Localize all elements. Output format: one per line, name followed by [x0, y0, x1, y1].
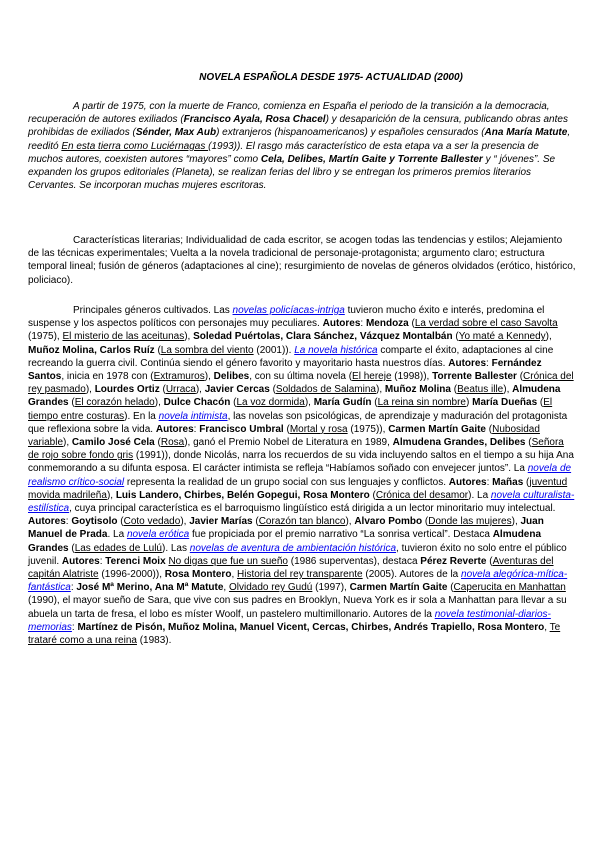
authors-label: Autores: [322, 318, 361, 330]
book-title: Urraca: [165, 384, 196, 396]
text-run: ,: [223, 582, 229, 594]
author-names: Martínez de Pisón, Muñoz Molina, Manuel Vicent, Cercas, Chirbes, Andrés Trapiello, Rosa Montero: [77, 621, 545, 633]
text-run: (1986 superventas), destaca: [287, 555, 421, 567]
text-run: comparte el éxito, adaptaciones al cine recreando la guerra civil. Continúa siendo el género favorito y mayoritario hasta nuestros días.: [28, 344, 554, 369]
book-title: Coto vedado: [123, 516, 181, 528]
text-run: (: [422, 516, 429, 528]
author-names: Javier Marías: [189, 516, 253, 528]
text-run: (1997),: [312, 582, 350, 594]
text-run: fue propiciada por el premio narrativo “La sonrisa vertical”. Destaca: [189, 529, 493, 541]
text-run: Principales géneros cultivados. Las: [73, 305, 233, 316]
book-title: Crónica del rey pasmado: [28, 371, 574, 396]
book-title: Donde las mujeres: [428, 516, 512, 528]
text-run: (: [537, 397, 544, 409]
text-run: (: [450, 384, 458, 396]
author-names: Mañas: [492, 476, 524, 488]
author-names: Javier Cercas: [204, 384, 270, 396]
genre-link[interactable]: novela de realismo crítico-social: [28, 463, 572, 488]
author-names: Rosa Montero: [164, 569, 232, 581]
book-title: En esta tierra como Luciérnagas: [61, 140, 209, 152]
text-run: (: [269, 384, 276, 396]
text-run: ),: [503, 384, 513, 396]
author-names: Cela, Delibes, Martín Gaite y Torrente Ballester: [260, 153, 483, 165]
book-title: La reina sin nombre: [377, 397, 466, 409]
text-run: y “ jóvenes”. Se expanden los grupos editoriales (Planeta), se realizan ferias del libro y se entregan los primeros premios literarios Cervantes. Se incorporan muchas mujeres escritoras.: [28, 153, 556, 192]
text-run: (2005). Autores de la: [362, 569, 462, 581]
book-title: Crónica del desamor: [375, 489, 469, 501]
text-run: (: [230, 397, 237, 409]
author-names: Terenci Moix: [105, 555, 166, 567]
document-title: NOVELA ESPAÑOLA DESDE 1975- ACTUALIDAD (2000): [199, 72, 463, 83]
author-names: Almudena Grandes: [28, 384, 561, 409]
genre-link[interactable]: novela alegórica-mítica-fantástica: [28, 569, 568, 594]
author-names: Francisco Ayala, Rosa Chacel: [183, 114, 326, 126]
author-names: Almudena Grandes, Delibes: [392, 437, 526, 449]
paragraph-characteristics: [28, 234, 576, 287]
book-title: Aventuras del capitán Alatriste: [28, 555, 554, 581]
author-names: Sénder, Max Aub: [135, 127, 217, 139]
text-run: ),: [180, 516, 190, 528]
book-title: Las edades de Lulú: [74, 542, 162, 554]
genre-link[interactable]: La novela histórica: [294, 344, 378, 356]
book-title: Caperucita en Manhattan: [453, 582, 566, 594]
text-run: ,: [231, 569, 237, 581]
paragraph-intro: [28, 100, 576, 192]
text-run: Características literarias; Individualidad de cada escritor, se acogen todas las tendencias y estilos; Alejamiento de las técnicas experimentales; Vuelta a la novela tradicional de personaje-protagonista; argumento claro; estructura temporal lineal; fusión de géneros (adaptaciones al cine); resurgimiento de novelas de géneros olvidados (erótico, histórico, policiaco).: [28, 235, 576, 286]
author-names: Muñoz Molina: [384, 384, 451, 396]
text-run: ),: [154, 397, 164, 409]
text-run: :: [360, 318, 366, 330]
text-run: , tuvieron éxito no solo entre el público juvenil.: [28, 542, 567, 567]
text-run: ),: [345, 516, 355, 528]
text-run: ),: [63, 437, 72, 449]
author-names: María Gudín: [313, 397, 372, 409]
text-run: ),: [545, 331, 552, 343]
text-run: ),: [304, 397, 314, 409]
book-title: Te trataré como a una reina: [28, 621, 561, 647]
author-names: Goytisolo: [71, 516, 118, 528]
book-title: El misterio de las aceitunas: [62, 331, 185, 343]
text-run: (: [447, 582, 454, 594]
text-run: , cuya principal característica es el barroquismo lingüístico está dirigida a un lector minoritario muy intelectual.: [69, 503, 556, 515]
author-names: Alvaro Pombo: [354, 516, 423, 528]
text-run: :: [65, 516, 72, 528]
book-title: El tiempo entre costuras: [28, 397, 553, 422]
book-title: Beatus ille: [457, 384, 504, 396]
text-run: (: [452, 331, 459, 343]
text-run: A partir de 1975, con la muerte de Franco, comienza en España el periodo de la transición a la democracia, recuperación de autores exiliados (: [28, 101, 550, 126]
book-title: Olvidado rey Gudú: [228, 582, 313, 594]
text-run: ,: [544, 621, 550, 633]
text-run: . La: [107, 529, 127, 541]
book-title: Corazón tan blanco: [258, 516, 346, 528]
text-run: ),: [375, 384, 385, 396]
text-run: ),: [184, 331, 194, 343]
text-run: (: [252, 516, 259, 528]
text-run: ): [466, 397, 473, 409]
author-names: Torrente Ballester: [432, 371, 517, 383]
author-names: Delibes: [213, 371, 250, 383]
author-names: Lourdes Ortiz: [94, 384, 160, 396]
author-names: Carmen Martín Gaite: [388, 423, 486, 435]
text-run: (: [68, 397, 75, 409]
text-run: representa la realidad de un grupo social con sus lenguajes y conflictos.: [124, 476, 449, 488]
text-run: ),: [511, 516, 521, 528]
text-run: (: [283, 423, 290, 435]
text-run: (: [159, 384, 166, 396]
text-run: (1996-2000)),: [98, 569, 165, 581]
genre-link[interactable]: novela erótica: [126, 529, 190, 541]
authors-label: Autores: [155, 423, 194, 435]
author-names: Luis Landero, Chirbes, Belén Gopegui, Rosa Montero: [115, 489, 370, 501]
book-title: La sombra del viento: [160, 344, 254, 356]
author-names: Carmen Martín Gaite: [349, 582, 448, 594]
text-run: :: [70, 582, 77, 594]
author-names: Muñoz Molina, Carlos Ruíz: [28, 344, 155, 356]
author-names: Dulce Chacón: [163, 397, 231, 409]
text-run: ),: [195, 384, 205, 396]
genre-link[interactable]: novela culturalista-estilística: [28, 489, 575, 515]
text-run: tuvieron mucho éxito e interés, predomina el suspense y los aspectos políticos con personajes muy peculiares.: [28, 305, 545, 330]
book-title: Rosa: [160, 437, 185, 449]
text-run: (1975)),: [347, 423, 389, 435]
text-run: (1993)). El rasgo más característico de esta etapa va a ser la presencia de muchos autores, coexisten autores “mayores” como: [28, 140, 539, 165]
text-run: (: [369, 489, 376, 501]
book-title: La voz dormida: [236, 397, 305, 409]
authors-label: Autores: [448, 476, 487, 488]
text-run: :: [193, 423, 200, 435]
author-names: José Mª Merino, Ana Mª Matute: [76, 582, 224, 594]
text-run: (: [486, 555, 493, 567]
author-names: Fernández Santos: [28, 357, 542, 383]
author-names: María Dueñas: [472, 397, 538, 409]
author-names: Francisco Umbral: [199, 423, 284, 435]
text-run: (1975),: [28, 331, 63, 343]
author-names: Camilo José Cela: [71, 437, 155, 449]
text-run: (: [68, 542, 75, 554]
book-title: El corazón helado: [74, 397, 155, 409]
text-run: (: [525, 437, 532, 449]
book-title: La verdad sobre el caso Savolta: [414, 318, 558, 330]
book-title: El hereje: [352, 371, 392, 383]
text-run: (: [516, 371, 524, 383]
book-title: Historia del rey transparente: [237, 569, 363, 581]
text-run: (: [371, 397, 378, 409]
text-run: (: [154, 344, 161, 356]
text-run: ). Las: [161, 542, 190, 554]
text-run: :: [486, 357, 492, 369]
genre-link[interactable]: novelas de aventura de ambientación histórica: [189, 542, 397, 554]
text-run: :: [71, 621, 78, 633]
author-names: Pérez Reverte: [420, 555, 487, 567]
text-run: (: [117, 516, 124, 528]
text-run: (1990), el mayor sueño de Sara, que vive con sus padres en Brooklyn, Nueva York es ir sola a Manhattan para llevar a su abuela un tarta de fresa, el lobo es míster Woolf, un pastelero multimillonario. Autores de la: [28, 595, 567, 620]
text-run: (: [408, 318, 415, 330]
book-title: juventud movida madrileña: [28, 476, 568, 501]
text-run: ),: [106, 489, 116, 501]
author-names: Juan Manuel de Prada: [28, 516, 544, 541]
text-run: (1991)), donde Nicolás, narra los recuerdos de su vida incluyendo saltos en el tiempo a su hija Ana conmemorando a su difunta esposa. El carácter intimista se refleja “Habíamos soñado con envejecer juntos”. La: [28, 450, 574, 475]
text-run: ). En la: [124, 410, 159, 422]
genre-link[interactable]: novela testimonial-diarios-memorias: [28, 608, 551, 633]
book-title: No digas que fue un sueño: [168, 555, 288, 567]
book-title: Extramuros: [153, 371, 205, 383]
author-names: Ana María Matute: [484, 127, 568, 139]
text-run: :: [99, 555, 106, 567]
authors-label: Autores: [28, 516, 66, 528]
text-run: (: [486, 423, 493, 435]
genre-link[interactable]: novelas policíacas-intriga: [232, 305, 345, 316]
text-run: , reeditó: [28, 127, 571, 152]
authors-label: Autores: [61, 555, 100, 567]
text-run: (: [154, 437, 161, 449]
book-title: Nubosidad variable: [28, 423, 540, 449]
text-run: , inicia en 1978 con (: [61, 371, 154, 383]
text-run: (1998)),: [391, 371, 433, 383]
text-run: , las novelas son psicológicas, de aprendizaje y maduración del protagonista que reflexiona sobre la vida.: [28, 410, 568, 435]
book-title: Yo maté a Kennedy: [458, 331, 546, 343]
authors-label: Autores: [448, 357, 487, 369]
text-run: ). La: [468, 489, 491, 501]
text-run: ),: [85, 384, 95, 396]
text-run: ), ganó el Premio Nobel de Literatura en 1989,: [184, 437, 393, 449]
book-title: Soldados de Salamina: [275, 384, 376, 396]
author-names: Almudena Grandes: [28, 529, 542, 554]
text-run: :: [486, 476, 493, 488]
genre-link[interactable]: novela intimista: [158, 410, 228, 422]
author-names: Soledad Puértolas, Clara Sánchez, Vázquez Montalbán: [193, 331, 453, 343]
text-run: ),: [204, 371, 214, 383]
text-run: (2001)).: [253, 344, 295, 356]
author-names: Mendoza: [365, 318, 409, 330]
text-run: , con su última novela (: [249, 371, 353, 383]
paragraph-genres: [28, 304, 576, 647]
text-run: (1983).: [136, 635, 172, 647]
text-run: (: [523, 476, 530, 488]
book-title: Señora de rojo sobre fondo gris: [28, 437, 564, 462]
text-run: ) extranjeros (hispanoamericanos) y españoles censurados (: [216, 127, 485, 139]
book-title: Mortal y rosa: [289, 423, 348, 435]
text-run: ) y desaparición de la censura, publicando obras antes prohibidas de exiliados (: [28, 114, 568, 139]
